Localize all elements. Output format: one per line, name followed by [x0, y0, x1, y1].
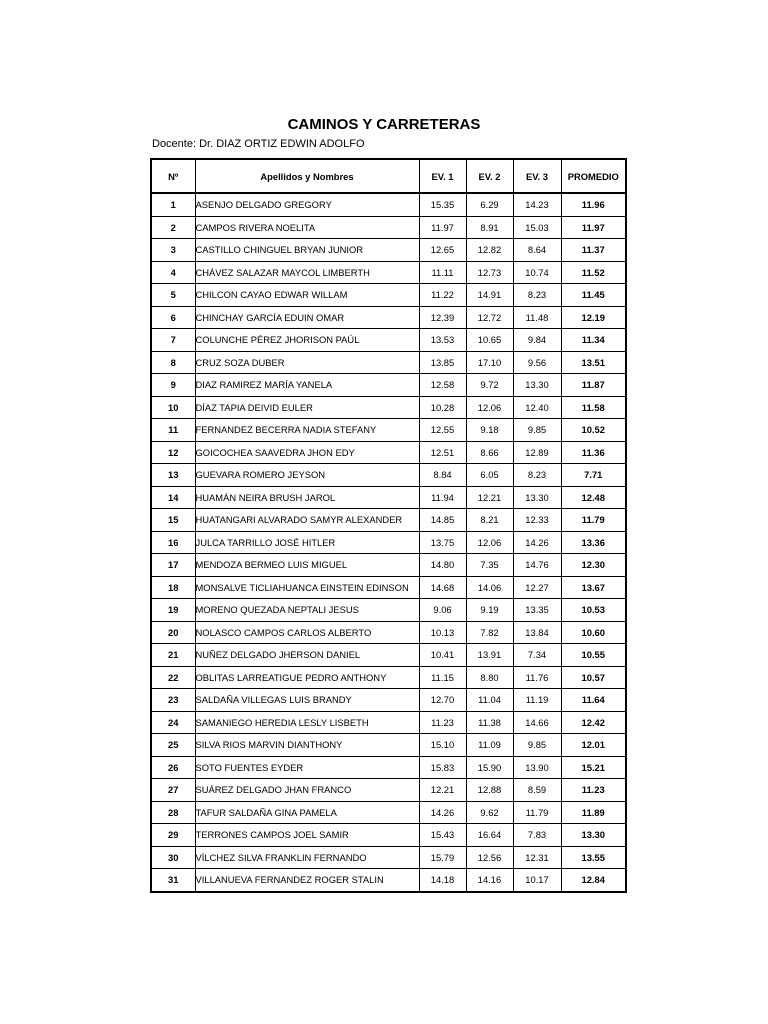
ev3-score: 11.19 — [513, 689, 561, 712]
table-row — [151, 554, 626, 577]
student-name: HUATANGARI ALVARADO SAMYR ALEXANDER — [195, 509, 419, 532]
ev1-score: 8.84 — [419, 464, 466, 487]
promedio-score: 10.53 — [561, 599, 626, 622]
ev1-score: 14.26 — [419, 801, 466, 824]
ev2-score: 12.72 — [466, 306, 513, 329]
student-name: MENDOZA BERMEO LUIS MIGUEL — [195, 554, 419, 577]
promedio-score: 13.51 — [561, 351, 626, 374]
promedio-score: 11.97 — [561, 216, 626, 239]
header-name: Apellidos y Nombres — [195, 159, 419, 193]
ev2-score: 6.29 — [466, 193, 513, 216]
ev3-score: 11.79 — [513, 801, 561, 824]
ev2-score: 12.73 — [466, 261, 513, 284]
student-name: MONSALVE TICLIAHUANCA EINSTEIN EDINSON — [195, 576, 419, 599]
ev2-score: 9.62 — [466, 801, 513, 824]
promedio-score: 11.37 — [561, 239, 626, 262]
ev1-score: 14.68 — [419, 576, 466, 599]
ev3-score: 11.48 — [513, 306, 561, 329]
ev2-score: 15.90 — [466, 756, 513, 779]
table-row — [151, 576, 626, 599]
ev3-score: 8.23 — [513, 464, 561, 487]
student-name: CHILCON CAYAO EDWAR WILLAM — [195, 284, 419, 307]
row-number: 22 — [151, 666, 195, 689]
promedio-score: 11.79 — [561, 509, 626, 532]
ev2-score: 14.16 — [466, 869, 513, 892]
promedio-score: 11.23 — [561, 779, 626, 802]
ev2-score: 13.91 — [466, 644, 513, 667]
promedio-score: 12.01 — [561, 734, 626, 757]
ev2-score: 14.91 — [466, 284, 513, 307]
row-number: 27 — [151, 779, 195, 802]
ev1-score: 15.79 — [419, 846, 466, 869]
row-number: 17 — [151, 554, 195, 577]
ev3-score: 15.03 — [513, 216, 561, 239]
header-promedio: PROMEDIO — [561, 159, 626, 193]
student-name: HUAMÁN NEIRA BRUSH JAROL — [195, 486, 419, 509]
promedio-score: 11.52 — [561, 261, 626, 284]
ev3-score: 14.26 — [513, 531, 561, 554]
ev3-score: 10.74 — [513, 261, 561, 284]
row-number: 12 — [151, 441, 195, 464]
table-row — [151, 734, 626, 757]
table-row — [151, 216, 626, 239]
ev1-score: 14.18 — [419, 869, 466, 892]
row-number: 15 — [151, 509, 195, 532]
ev3-score: 13.90 — [513, 756, 561, 779]
ev3-score: 13.35 — [513, 599, 561, 622]
student-name: GOICOCHEA SAAVEDRA JHON EDY — [195, 441, 419, 464]
promedio-score: 11.58 — [561, 396, 626, 419]
promedio-score: 11.45 — [561, 284, 626, 307]
table-row — [151, 711, 626, 734]
ev2-score: 7.82 — [466, 621, 513, 644]
student-name: TERRONES CAMPOS JOEL SAMIR — [195, 824, 419, 847]
table-row — [151, 509, 626, 532]
table-row — [151, 779, 626, 802]
promedio-score: 11.36 — [561, 441, 626, 464]
table-row — [151, 284, 626, 307]
row-number: 13 — [151, 464, 195, 487]
table-row — [151, 419, 626, 442]
ev3-score: 12.89 — [513, 441, 561, 464]
student-name: SUÁREZ DELGADO JHAN FRANCO — [195, 779, 419, 802]
header-ev1: EV. 1 — [419, 159, 466, 193]
promedio-score: 10.55 — [561, 644, 626, 667]
ev3-score: 14.66 — [513, 711, 561, 734]
ev2-score: 12.06 — [466, 396, 513, 419]
table-row — [151, 464, 626, 487]
grades-table — [150, 158, 627, 893]
student-name: SAMANIEGO HEREDIA LESLY LISBETH — [195, 711, 419, 734]
student-name: CHÁVEZ SALAZAR MAYCOL LIMBERTH — [195, 261, 419, 284]
student-name: VILLANUEVA FERNANDEZ ROGER STALIN — [195, 869, 419, 892]
row-number: 21 — [151, 644, 195, 667]
ev2-score: 14.06 — [466, 576, 513, 599]
row-number: 1 — [151, 193, 195, 216]
student-name: NUÑEZ DELGADO JHERSON DANIEL — [195, 644, 419, 667]
table-row — [151, 306, 626, 329]
row-number: 23 — [151, 689, 195, 712]
table-row — [151, 801, 626, 824]
ev1-score: 12.65 — [419, 239, 466, 262]
ev2-score: 12.06 — [466, 531, 513, 554]
header-ev3: EV. 3 — [513, 159, 561, 193]
table-row — [151, 351, 626, 374]
ev3-score: 12.27 — [513, 576, 561, 599]
ev3-score: 11.76 — [513, 666, 561, 689]
student-name: SALDAÑA VILLEGAS LUIS BRANDY — [195, 689, 419, 712]
row-number: 30 — [151, 846, 195, 869]
ev3-score: 13.84 — [513, 621, 561, 644]
ev1-score: 15.83 — [419, 756, 466, 779]
ev1-score: 15.35 — [419, 193, 466, 216]
table-row — [151, 441, 626, 464]
ev3-score: 7.83 — [513, 824, 561, 847]
ev2-score: 8.80 — [466, 666, 513, 689]
table-row — [151, 261, 626, 284]
student-name: CRUZ SOZA DUBER — [195, 351, 419, 374]
ev2-score: 11.38 — [466, 711, 513, 734]
table-row — [151, 689, 626, 712]
ev2-score: 9.19 — [466, 599, 513, 622]
ev1-score: 13.75 — [419, 531, 466, 554]
student-name: SOTO FUENTES EYDER — [195, 756, 419, 779]
ev1-score: 12.21 — [419, 779, 466, 802]
student-name: OBLITAS LARREATIGUE PEDRO ANTHONY — [195, 666, 419, 689]
student-name: VÍLCHEZ SILVA FRANKLIN FERNANDO — [195, 846, 419, 869]
table-row — [151, 486, 626, 509]
row-number: 29 — [151, 824, 195, 847]
row-number: 6 — [151, 306, 195, 329]
row-number: 28 — [151, 801, 195, 824]
table-row — [151, 756, 626, 779]
row-number: 5 — [151, 284, 195, 307]
ev3-score: 12.33 — [513, 509, 561, 532]
table-row — [151, 531, 626, 554]
student-name: CAMPOS RIVERA NOELITA — [195, 216, 419, 239]
ev1-score: 11.22 — [419, 284, 466, 307]
student-name: TAFUR SALDAÑA GINA PAMELA — [195, 801, 419, 824]
table-row — [151, 644, 626, 667]
ev1-score: 13.85 — [419, 351, 466, 374]
row-number: 4 — [151, 261, 195, 284]
promedio-score: 13.55 — [561, 846, 626, 869]
row-number: 11 — [151, 419, 195, 442]
student-name: FERNANDEZ BECERRA NADIA STEFANY — [195, 419, 419, 442]
row-number: 10 — [151, 396, 195, 419]
promedio-score: 10.52 — [561, 419, 626, 442]
row-number: 3 — [151, 239, 195, 262]
ev1-score: 13.53 — [419, 329, 466, 352]
ev2-score: 16.64 — [466, 824, 513, 847]
student-name: MORENO QUEZADA NEPTALI JESUS — [195, 599, 419, 622]
row-number: 9 — [151, 374, 195, 397]
row-number: 19 — [151, 599, 195, 622]
table-row — [151, 239, 626, 262]
promedio-score: 13.30 — [561, 824, 626, 847]
header-number: Nº — [151, 159, 195, 193]
row-number: 8 — [151, 351, 195, 374]
row-number: 2 — [151, 216, 195, 239]
promedio-score: 11.87 — [561, 374, 626, 397]
table-row — [151, 666, 626, 689]
student-name: DÍAZ TAPIA DEIVID EULER — [195, 396, 419, 419]
ev1-score: 12.55 — [419, 419, 466, 442]
ev1-score: 11.11 — [419, 261, 466, 284]
student-name: GUEVARA ROMERO JEYSON — [195, 464, 419, 487]
ev1-score: 10.28 — [419, 396, 466, 419]
ev3-score: 13.30 — [513, 374, 561, 397]
ev3-score: 8.23 — [513, 284, 561, 307]
promedio-score: 11.89 — [561, 801, 626, 824]
row-number: 14 — [151, 486, 195, 509]
promedio-score: 11.64 — [561, 689, 626, 712]
ev2-score: 17.10 — [466, 351, 513, 374]
table-row — [151, 599, 626, 622]
student-name: ASENJO DELGADO GREGORY — [195, 193, 419, 216]
promedio-score: 12.84 — [561, 869, 626, 892]
table-row — [151, 193, 626, 216]
ev2-score: 8.21 — [466, 509, 513, 532]
table-row — [151, 621, 626, 644]
promedio-score: 12.48 — [561, 486, 626, 509]
ev2-score: 6.05 — [466, 464, 513, 487]
ev1-score: 11.23 — [419, 711, 466, 734]
ev1-score: 10.41 — [419, 644, 466, 667]
ev3-score: 12.31 — [513, 846, 561, 869]
ev2-score: 10.65 — [466, 329, 513, 352]
ev1-score: 14.85 — [419, 509, 466, 532]
ev1-score: 14.80 — [419, 554, 466, 577]
ev1-score: 12.70 — [419, 689, 466, 712]
promedio-score: 10.57 — [561, 666, 626, 689]
ev2-score: 8.66 — [466, 441, 513, 464]
ev2-score: 11.09 — [466, 734, 513, 757]
promedio-score: 10.60 — [561, 621, 626, 644]
table-row — [151, 374, 626, 397]
promedio-score: 15.21 — [561, 756, 626, 779]
ev3-score: 8.59 — [513, 779, 561, 802]
ev2-score: 12.56 — [466, 846, 513, 869]
ev1-score: 15.43 — [419, 824, 466, 847]
promedio-score: 12.30 — [561, 554, 626, 577]
ev3-score: 9.85 — [513, 734, 561, 757]
promedio-score: 12.42 — [561, 711, 626, 734]
row-number: 7 — [151, 329, 195, 352]
ev2-score: 7.35 — [466, 554, 513, 577]
promedio-score: 7.71 — [561, 464, 626, 487]
promedio-score: 12.19 — [561, 306, 626, 329]
table-row — [151, 396, 626, 419]
ev2-score: 9.18 — [466, 419, 513, 442]
ev1-score: 9.06 — [419, 599, 466, 622]
ev3-score: 13.30 — [513, 486, 561, 509]
ev3-score: 7.34 — [513, 644, 561, 667]
row-number: 25 — [151, 734, 195, 757]
page-title: CAMINOS Y CARRETERAS — [287, 116, 481, 133]
ev3-score: 9.56 — [513, 351, 561, 374]
promedio-score: 13.67 — [561, 576, 626, 599]
table-row — [151, 869, 626, 892]
row-number: 18 — [151, 576, 195, 599]
student-name: NOLASCO CAMPOS CARLOS ALBERTO — [195, 621, 419, 644]
row-number: 16 — [151, 531, 195, 554]
ev1-score: 12.51 — [419, 441, 466, 464]
row-number: 26 — [151, 756, 195, 779]
student-name: DIAZ RAMIREZ MARÍA YANELA — [195, 374, 419, 397]
ev1-score: 10.13 — [419, 621, 466, 644]
ev1-score: 11.15 — [419, 666, 466, 689]
ev1-score: 12.39 — [419, 306, 466, 329]
docente-label: Docente: Dr. DIAZ ORTIZ EDWIN ADOLFO — [152, 138, 365, 150]
ev2-score: 11.04 — [466, 689, 513, 712]
table-header-row — [151, 159, 626, 193]
student-name: SILVA RIOS MARVIN DIANTHONY — [195, 734, 419, 757]
student-name: CASTILLO CHINGUEL BRYAN JUNIOR — [195, 239, 419, 262]
ev2-score: 8.91 — [466, 216, 513, 239]
ev3-score: 9.85 — [513, 419, 561, 442]
row-number: 31 — [151, 869, 195, 892]
row-number: 20 — [151, 621, 195, 644]
row-number: 24 — [151, 711, 195, 734]
ev3-score: 14.76 — [513, 554, 561, 577]
ev2-score: 12.88 — [466, 779, 513, 802]
ev3-score: 12.40 — [513, 396, 561, 419]
ev3-score: 14.23 — [513, 193, 561, 216]
header-ev2: EV. 2 — [466, 159, 513, 193]
promedio-score: 13.36 — [561, 531, 626, 554]
ev2-score: 12.21 — [466, 486, 513, 509]
table-row — [151, 846, 626, 869]
ev1-score: 15.10 — [419, 734, 466, 757]
ev1-score: 11.97 — [419, 216, 466, 239]
ev1-score: 12.58 — [419, 374, 466, 397]
table-row — [151, 329, 626, 352]
student-name: JULCA TARRILLO JOSÉ HITLER — [195, 531, 419, 554]
table-row — [151, 824, 626, 847]
student-name: COLUNCHE PÉREZ JHORISON PAÚL — [195, 329, 419, 352]
ev2-score: 9.72 — [466, 374, 513, 397]
student-name: CHINCHAY GARCÍA EDUIN OMAR — [195, 306, 419, 329]
promedio-score: 11.96 — [561, 193, 626, 216]
ev3-score: 10.17 — [513, 869, 561, 892]
ev3-score: 8.64 — [513, 239, 561, 262]
ev1-score: 11.94 — [419, 486, 466, 509]
ev2-score: 12.82 — [466, 239, 513, 262]
promedio-score: 11.34 — [561, 329, 626, 352]
ev3-score: 9.84 — [513, 329, 561, 352]
